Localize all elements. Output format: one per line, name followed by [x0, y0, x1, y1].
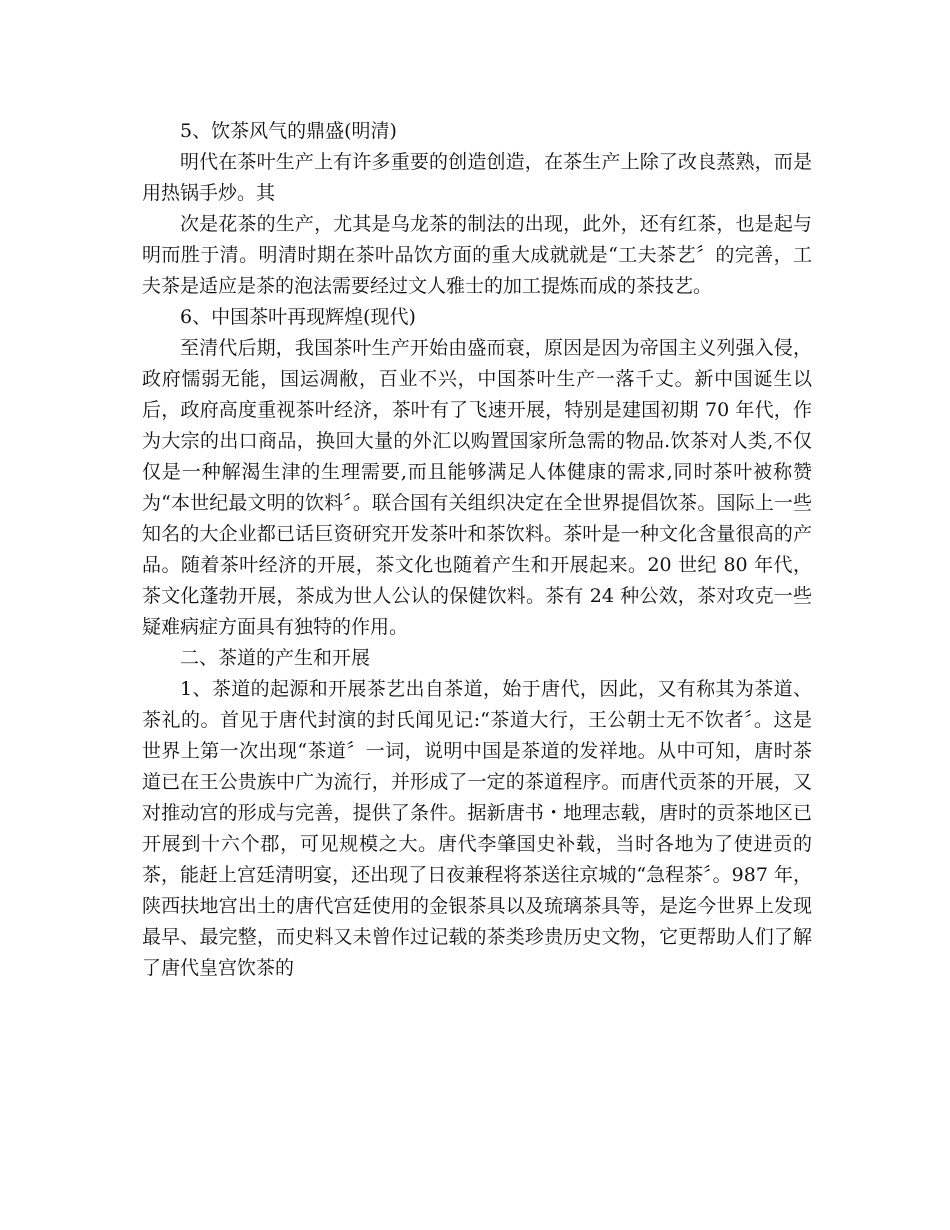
paragraph-scented-tea: 次是花茶的生产，尤其是乌龙茶的制法的出现，此外，还有红茶，也是起与明而胜于清。明清时期在茶叶品饮方面的重大成就就是“工夫茶艺〞的完善，工夫茶是适应是茶的泡法需要经过文人雅士的加工提炼而成的茶技艺。: [142, 213, 812, 297]
paragraph-qing-decline-modern-revival: 至清代后期，我国茶叶生产开始由盛而衰，原因是因为帝国主义列强入侵，政府懦弱无能，国运凋敝，百业不兴，中国茶叶生产一落千丈。新中国诞生以后，政府高度重视茶叶经济，茶叶有了飞速开展，特别是建国初期 70 年代，作为大宗的出口商品，换回大量的外汇以购置国家所急需的物品.饮茶对人类,不仅仅是一种解渴生津的生理需要,而且能够满足人体健康的需求,同时茶叶被称赞为“本世纪最文明的饮料〞。联合国有关组织决定在全世界提倡饮茶。国际上一些知名的大企业都已话巨资研究开发茶叶和茶饮料。茶叶是一种文化含量很高的产品。随着茶叶经济的开展，茶文化也随着产生和开展起来。20 世纪 80 年代，茶文化蓬勃开展，茶成为世人公认的保健饮料。茶有 24 种公效，茶对攻克一些疑难病症方面具有独特的作用。: [142, 337, 812, 638]
paragraph-tea-ceremony-origin: 1、茶道的起源和开展茶艺出自茶道，始于唐代，因此，又有称其为茶道、茶礼的。首见于唐代封演的封氏闻见记:“茶道大行，王公朝士无不饮者〞。这是世界上第一次出现“茶道〞一词，说明中国是茶道的发祥地。从中可知，唐时茶道已在王公贵族中广为流行，并形成了一定的茶道程序。而唐代贡茶的开展，又对推动宫的形成与完善，提供了条件。据新唐书・地理志载，唐时的贡茶地区已开展到十六个郡，可见规模之大。唐代李肇国史补载，当时各地为了使进贡的茶，能赶上宫廷清明宴，还出现了日夜兼程将茶送往京城的“急程茶〞。987 年，陕西扶地宫出土的唐代宫廷使用的金银茶具以及琉璃茶具等，是迄今世界上发现最早、最完整，而史料又未曾作过记载的茶类珍贵历史文物，它更帮助人们了解了唐代皇宫饮茶的: [142, 678, 812, 979]
section-heading-ming-qing: 5、饮茶风气的鼎盛(明清): [180, 120, 397, 142]
paragraph-ming-tea-production: 明代在茶叶生产上有许多重要的创造创造，在茶生产上除了改良蒸熟，而是用热锅手炒。其: [142, 151, 812, 204]
document-body: [142, 116, 812, 984]
section-heading-modern: 6、中国茶叶再现辉煌(现代): [180, 306, 416, 328]
section-heading-tea-ceremony: 二、茶道的产生和开展: [180, 647, 371, 669]
